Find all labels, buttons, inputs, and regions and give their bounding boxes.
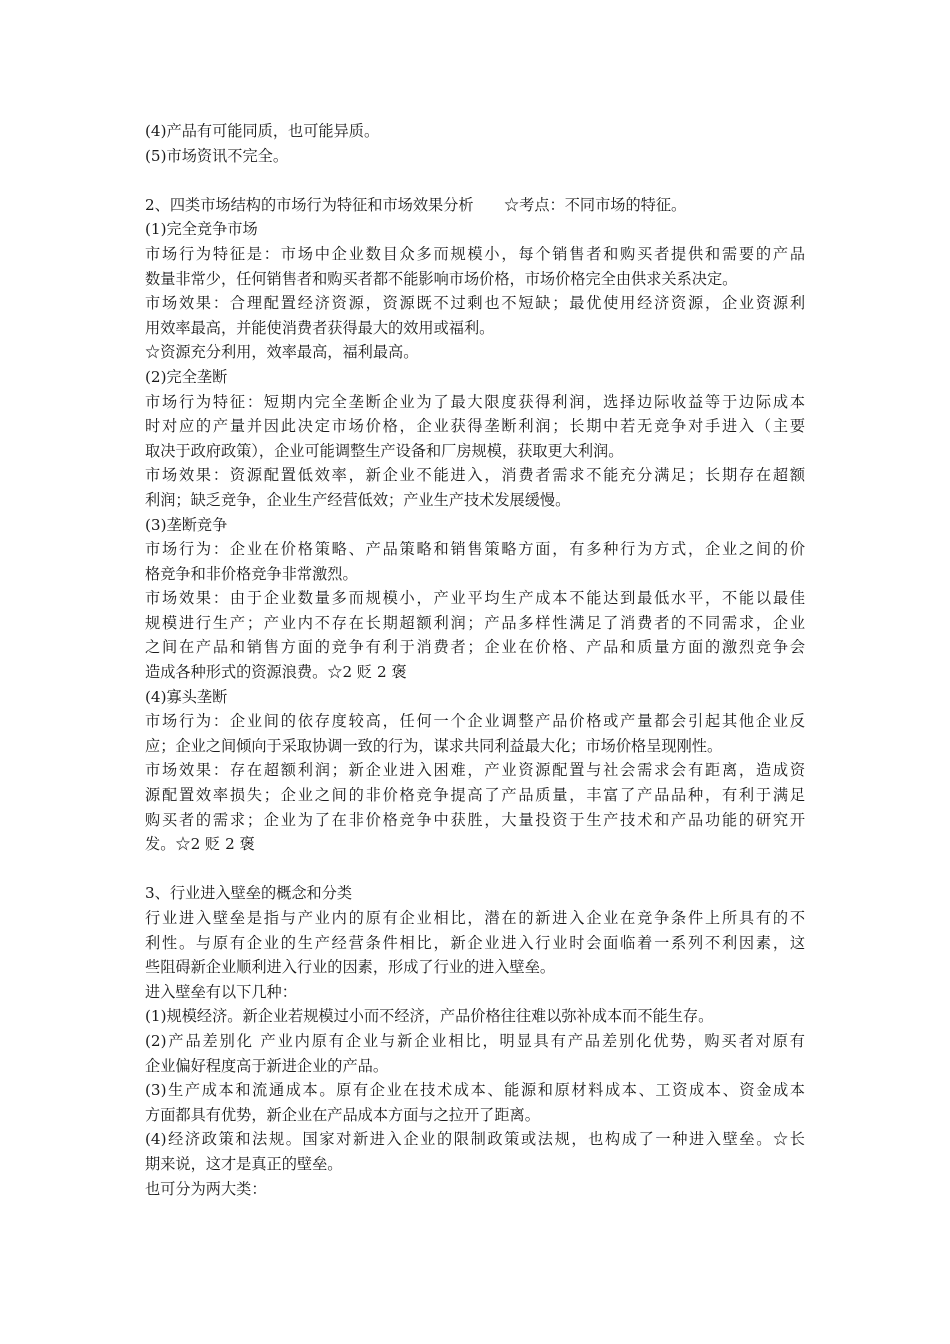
subheading-oligopoly: (4)寡头垄断 <box>145 687 228 706</box>
subheading-perfect-competition: (1)完全竞争市场 <box>145 220 258 239</box>
text-line: 应；企业之间倾向于采取协调一致的行为，谋求共同利益最大化；市场价格呈现刚性。 <box>145 736 723 755</box>
text-line: 造成各种形式的资源浪费。☆2 贬 2 褒 <box>145 663 407 682</box>
text-line: 购买者的需求；企业为了在非价格竞争中获胜，大量投资于生产技术和产品功能的研究开 <box>145 810 805 829</box>
text-line: 规模进行生产；产业内不存在长期超额利润；产品多样性满足了消费者的不同需求，企业 <box>145 613 805 632</box>
text-line: 市场行为：企业间的依存度较高，任何一个企业调整产品价格或产量都会引起其他企业反 <box>145 712 805 731</box>
blank-line <box>145 857 805 882</box>
blank-line <box>145 168 805 193</box>
text-line: 利润；缺乏竞争，企业生产经营低效；产业生产技术发展缓慢。 <box>145 490 571 509</box>
text-line: 格竞争和非价格竞争非常激烈。 <box>145 564 358 583</box>
text-line: 数量非常少，任何销售者和购买者都不能影响市场价格，市场价格完全由供求关系决定。 <box>145 269 738 288</box>
text-line: 期来说，这才是真正的壁垒。 <box>145 1154 343 1173</box>
text-line: 市场行为：企业在价格策略、产品策略和销售策略方面，有多种行为方式，企业之间的价 <box>145 540 805 559</box>
document-body <box>145 119 805 1201</box>
text-line: 市场效果：合理配置经济资源，资源既不过剩也不短缺；最优使用经济资源，企业资源利 <box>145 294 805 313</box>
text-line: 企业偏好程度高于新进企业的产品。 <box>145 1056 388 1075</box>
text-line: 之间在产品和销售方面的竞争有利于消费者；企业在价格、产品和质量方面的激烈竞争会 <box>145 638 805 657</box>
text-line: 时对应的产量并因此决定市场价格，企业获得垄断利润；长期中若无竞争对手进入（主要 <box>145 417 805 436</box>
text-line: 市场行为特征：短期内完全垄断企业为了最大限度获得利润，选择边际收益等于边际成本 <box>145 392 805 411</box>
text-line: 方面都具有优势，新企业在产品成本方面与之拉开了距离。 <box>145 1105 540 1124</box>
text-line: 市场效果：由于企业数量多而规模小，产业平均生产成本不能达到最低水平，不能以最佳 <box>145 589 805 608</box>
section-heading-2: 2、四类市场结构的市场行为特征和市场效果分析 ☆考点：不同市场的特征。 <box>145 195 687 214</box>
subheading-monopolistic-competition: (3)垄断竞争 <box>145 515 228 534</box>
text-line: (2)产品差别化 产业内原有企业与新企业相比，明显具有产品差别化优势，购买者对原有 <box>145 1031 805 1050</box>
text-line: (4)产品有可能同质，也可能异质。 <box>145 122 380 140</box>
text-line: 发。☆2 贬 2 褒 <box>145 835 255 854</box>
text-line: 市场效果：存在超额利润；新企业进入困难，产业资源配置与社会需求会有距离，造成资 <box>145 761 805 780</box>
text-line: 市场行为特征是：市场中企业数目众多而规模小，每个销售者和购买者提供和需要的产品 <box>145 244 805 263</box>
text-line: 源配置效率损失；企业之间的非价格竞争提高了产品质量，丰富了产品品种，有利于满足 <box>145 786 805 805</box>
text-line: (5)市场资讯不完全。 <box>145 146 289 165</box>
text-line: 也可分为两大类： <box>145 1179 267 1198</box>
text-line: 进入壁垒有以下几种： <box>145 982 297 1001</box>
text-line: 市场效果：资源配置低效率，新企业不能进入，消费者需求不能充分满足；长期存在超额 <box>145 466 805 485</box>
text-line: 取决于政府政策），企业可能调整生产设备和厂房规模，获取更大利润。 <box>145 441 624 460</box>
text-line: 些阻碍新企业顺利进入行业的因素，形成了行业的进入壁垒。 <box>145 958 556 977</box>
text-line: ☆资源充分利用，效率最高，福利最高。 <box>145 343 419 362</box>
text-line: 行业进入壁垒是指与产业内的原有企业相比，潜在的新进入企业在竞争条件上所具有的不 <box>145 909 805 927</box>
text-line: (3)生产成本和流通成本。原有企业在技术成本、能源和原材料成本、工资成本、资金成本 <box>145 1081 805 1100</box>
subheading-monopoly: (2)完全垄断 <box>145 367 228 386</box>
text-line: 利性。与原有企业的生产经营条件相比，新企业进入行业时会面临着一系列不利因素，这 <box>145 933 805 952</box>
text-line: 用效率最高，并能使消费者获得最大的效用或福利。 <box>145 318 495 337</box>
text-line: (4)经济政策和法规。国家对新进入企业的限制政策或法规，也构成了一种进入壁垒。☆长 <box>145 1130 805 1149</box>
text-line: (1)规模经济。新企业若规模过小而不经济，产品价格往往难以弥补成本而不能生存。 <box>145 1007 714 1026</box>
section-heading-3: 3、行业进入壁垒的概念和分类 <box>145 884 353 903</box>
